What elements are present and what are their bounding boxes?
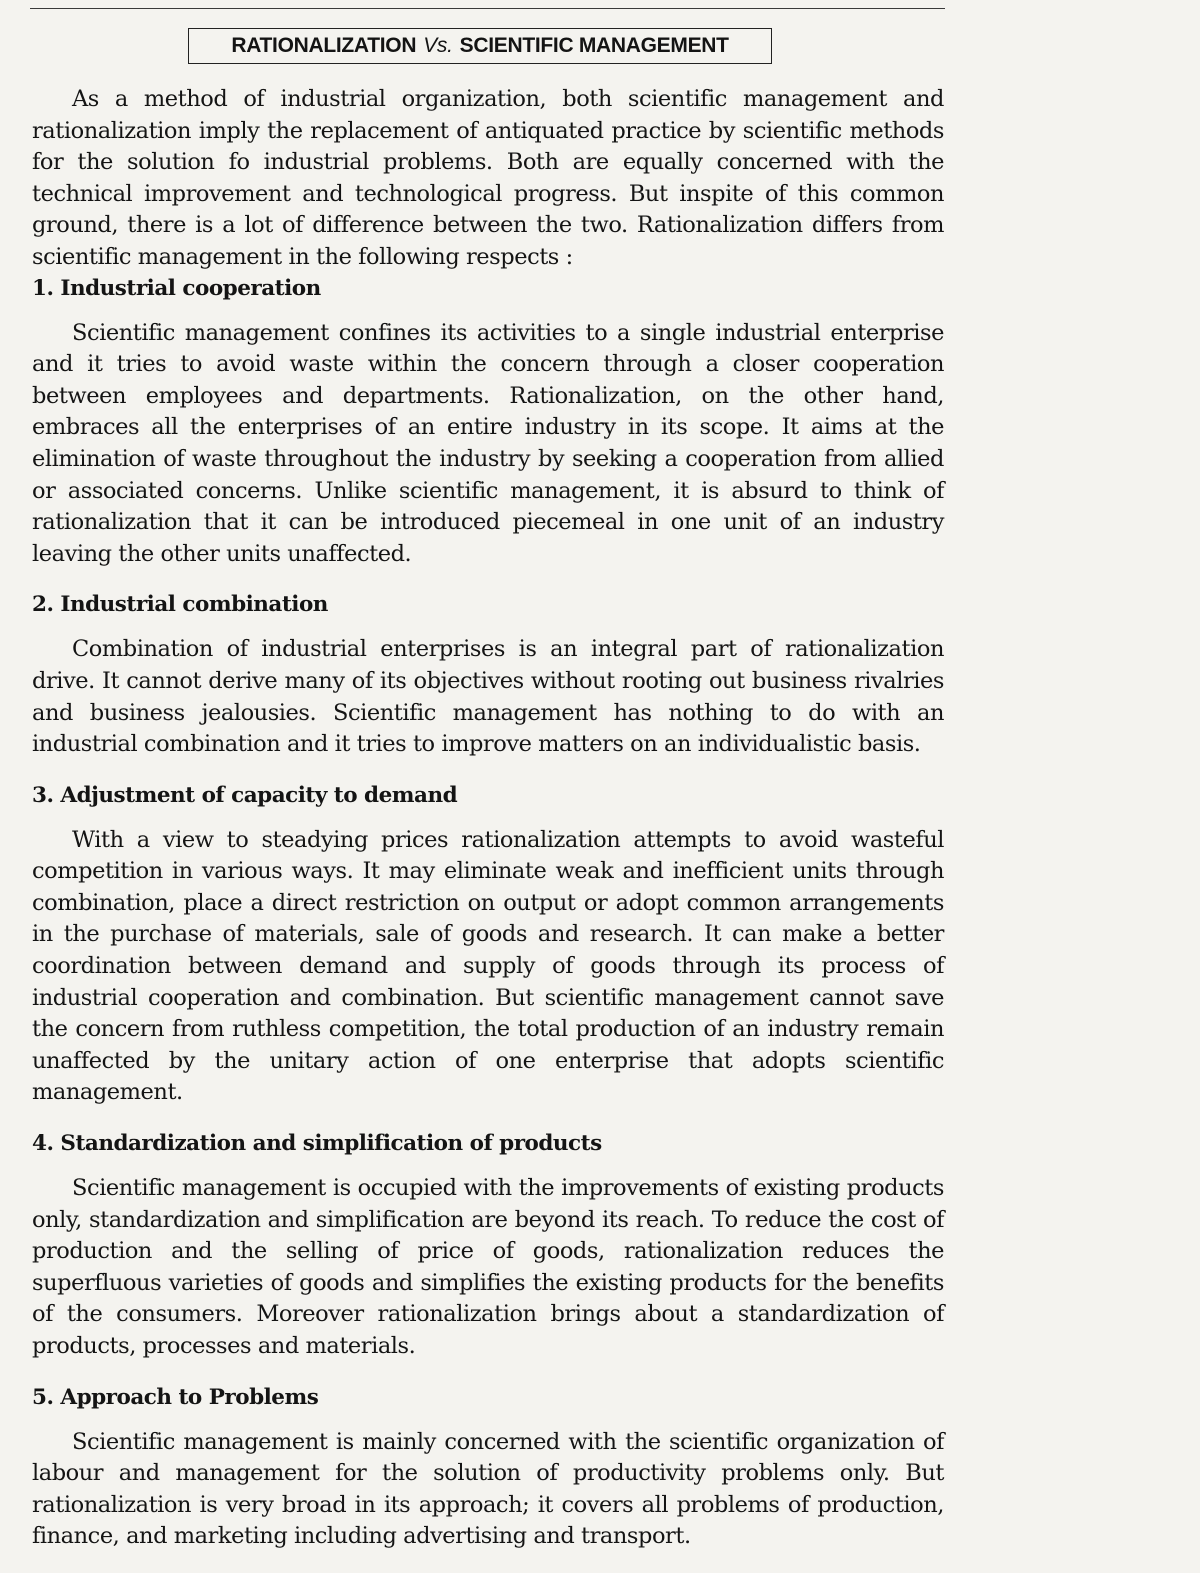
section-standardization (32, 1129, 944, 1363)
section-heading: 5. Approach to Problems (32, 1384, 319, 1410)
section-heading: 2. Industrial combination (32, 592, 328, 618)
top-rule (30, 8, 945, 9)
title-vs: Vs. (423, 34, 453, 57)
section-paragraph: With a view to steadying prices rationalization attempts to avoid wasteful competition in various ways. It may eliminate weak and inefficient units through combination, place a direct restriction on output or adopt common arrangements in the purchase of materials, sale of goods and research. It can make a better coordination between demand and supply of goods through its process of industrial cooperation and combination. But scientific management cannot save the concern from ruthless competition, the total production of an industry remain unaffected by the unitary action of one enterprise that adopts scientific management. (32, 826, 944, 1106)
intro-paragraph: As a method of industrial organization, both scientific management and rationalization imply the replacement of antiquated practice by scientific methods for the solution fo industrial problems. Both are equally concerned with the technical improvement and technological progress. But inspite of this common ground, there is a lot of difference between the two. Rationalization differs from scientific management in the following respects : (32, 86, 944, 270)
page-body (32, 84, 944, 1573)
section-industrial-combination (32, 590, 944, 760)
section-heading: 4. Standardization and simplification of products (32, 1131, 602, 1157)
section-paragraph: Scientific management is occupied with the improvements of existing products only, standardization and simplification are beyond its reach. To reduce the cost of production and the selling of price of goods, rationalization reduces the superfluous varieties of goods and simplifies the existing products for the benefits of the consumers. Moreover rationalization brings about a standardization of products, processes and materials. (32, 1175, 944, 1359)
section-industrial-cooperation (32, 274, 944, 571)
title-part-2: SCIENTIFIC MANAGEMENT (459, 34, 729, 57)
page-title (188, 28, 772, 64)
section-heading: 3. Adjustment of capacity to demand (32, 782, 458, 808)
section-paragraph: Scientific management is mainly concerned with the scientific organization of labour and management for the solution of productivity problems only. But rationalization is very broad in its approach; it covers all problems of production, finance, and marketing including advertising and transport. (32, 1428, 944, 1550)
section-heading: 1. Industrial cooperation (32, 275, 321, 301)
section-capacity-demand (32, 781, 944, 1109)
section-paragraph: Scientific management confines its activities to a single industrial enterprise and it tries to avoid waste within the concern through a closer cooperation between employees and departments. Rationalization, on the other hand, embraces all the enterprises of an entire industry in its scope. It aims at the elimination of waste throughout the industry by seeking a cooperation from allied or associated concerns. Unlike scientific management, it is absurd to think of rationalization that it can be introduced piecemeal in one unit of an industry leaving the other units unaffected. (32, 319, 944, 567)
title-part-1: RATIONALIZATION (231, 34, 417, 57)
section-paragraph: Combination of industrial enterprises is an integral part of rationalization drive. It cannot derive many of its objectives without rooting out business rivalries and business jealousies. Scientific management has nothing to do with an industrial combination and it tries to improve matters on an individualistic basis. (32, 636, 944, 758)
section-approach-to-problems (32, 1383, 944, 1553)
